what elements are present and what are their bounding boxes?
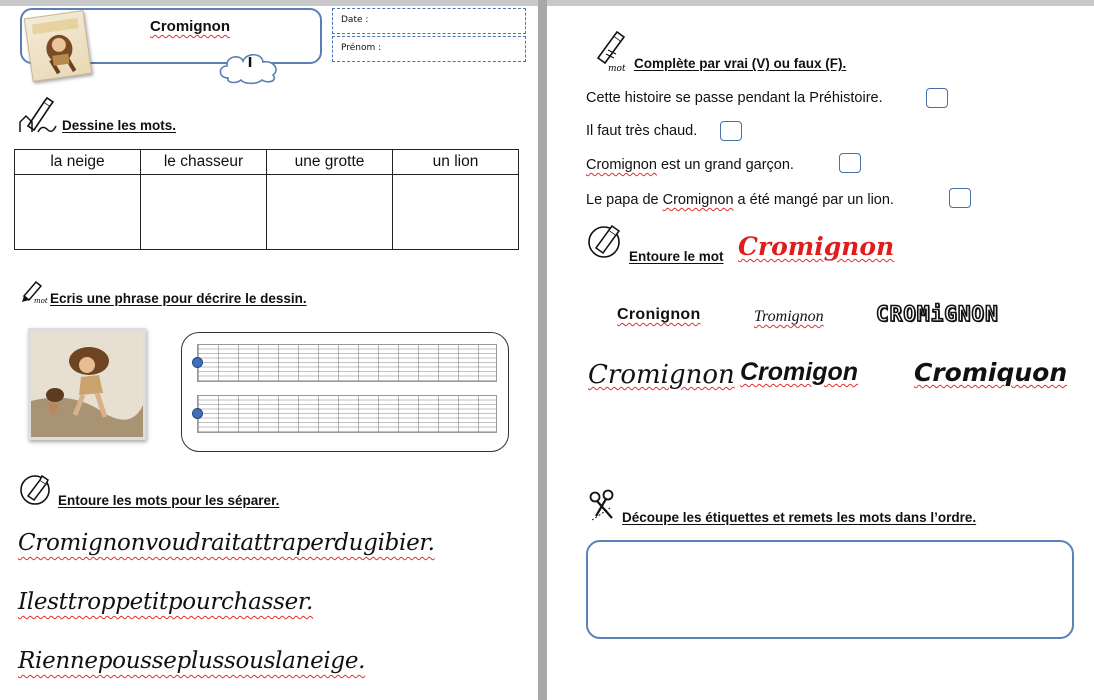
- answer-box-3[interactable]: [839, 153, 861, 173]
- book-cover-image: [24, 10, 92, 82]
- answer-box-1[interactable]: [926, 88, 948, 108]
- drawing-cell[interactable]: [141, 175, 267, 250]
- writing-line-2[interactable]: [197, 395, 497, 433]
- statement-text: Le papa de: [586, 192, 663, 208]
- cursive-line-1: Cromignonvoudraitattraperdugibier.: [18, 530, 435, 556]
- write-pencil-icon: [20, 278, 46, 304]
- word-variant-2[interactable]: Tromignon: [754, 308, 824, 325]
- worksheet-title: Cromignon: [150, 18, 230, 35]
- story-picture: [28, 328, 146, 440]
- entoure-mot-icon: [586, 222, 624, 260]
- cursive-line-3: Riennepousseplussouslaneige.: [18, 648, 366, 674]
- date-label: Date :: [341, 15, 369, 25]
- svg-text:mot: mot: [34, 297, 48, 305]
- page-gutter: [538, 0, 547, 700]
- sentence-answer-box[interactable]: [586, 540, 1074, 639]
- vrai-faux-pencil-icon: [590, 30, 630, 72]
- statement-text: a été mangé par un lion.: [733, 192, 894, 208]
- date-field[interactable]: [332, 8, 526, 34]
- heading-ecris: Ecris une phrase pour décrire le dessin.: [50, 291, 307, 306]
- scissors-icon: [588, 490, 618, 522]
- prenom-field[interactable]: [332, 36, 526, 62]
- word-variant-3[interactable]: CROMiGNON: [876, 302, 999, 326]
- target-word: Cromignon: [738, 232, 895, 261]
- heading-entoure-mots: Entoure les mots pour les séparer.: [58, 493, 280, 508]
- svg-text:mot: mot: [608, 64, 626, 74]
- draw-pencil-icon: [18, 96, 58, 134]
- statement-1: [586, 90, 883, 106]
- statement-name: Cromignon: [586, 157, 657, 173]
- statement-text: est un grand garçon.: [656, 157, 794, 173]
- heading-entoure-mot: Entoure le mot: [629, 249, 724, 264]
- draw-words-table: [14, 149, 519, 250]
- line-start-dot: [192, 408, 203, 419]
- word-cell: le chasseur: [141, 150, 267, 175]
- answer-box-4[interactable]: [949, 188, 971, 208]
- circle-pencil-icon: [18, 472, 54, 506]
- writing-line-1[interactable]: [197, 344, 497, 382]
- word-cell: une grotte: [267, 150, 393, 175]
- heading-vrai-faux: Complète par vrai (V) ou faux (F).: [634, 56, 847, 71]
- word-variant-5[interactable]: Cromigon: [740, 358, 859, 386]
- drawing-cell[interactable]: [267, 175, 393, 250]
- statement-4: [586, 192, 894, 208]
- prenom-label: Prénom :: [341, 43, 382, 53]
- drawing-cell[interactable]: [393, 175, 519, 250]
- word-variant-6[interactable]: Cromiquon: [914, 358, 1068, 387]
- statement-2: [586, 123, 697, 139]
- answer-box-2[interactable]: [720, 121, 742, 141]
- word-cell: un lion: [393, 150, 519, 175]
- caveboy-illustration: [25, 11, 91, 80]
- statement-3: [586, 157, 794, 173]
- drawing-cell[interactable]: [15, 175, 141, 250]
- word-cell: la neige: [15, 150, 141, 175]
- line-start-dot: [192, 357, 203, 368]
- cursive-line-2: Ilesttroppetitpourchasser.: [18, 589, 314, 615]
- statement-name: Cromignon: [662, 192, 734, 208]
- word-variant-4[interactable]: Cromignon: [588, 360, 735, 390]
- statement-text: Cette histoire se passe pendant la Préhistoire.: [586, 90, 883, 106]
- worksheet-number: I: [247, 56, 253, 71]
- heading-dessine: Dessine les mots.: [62, 118, 177, 133]
- word-variant-1[interactable]: Cronignon: [617, 306, 701, 323]
- heading-decoupe: Découpe les étiquettes et remets les mots dans l’ordre.: [622, 510, 977, 525]
- caveboy-falling-illustration: [31, 331, 143, 437]
- statement-text: Il faut très chaud.: [586, 123, 698, 139]
